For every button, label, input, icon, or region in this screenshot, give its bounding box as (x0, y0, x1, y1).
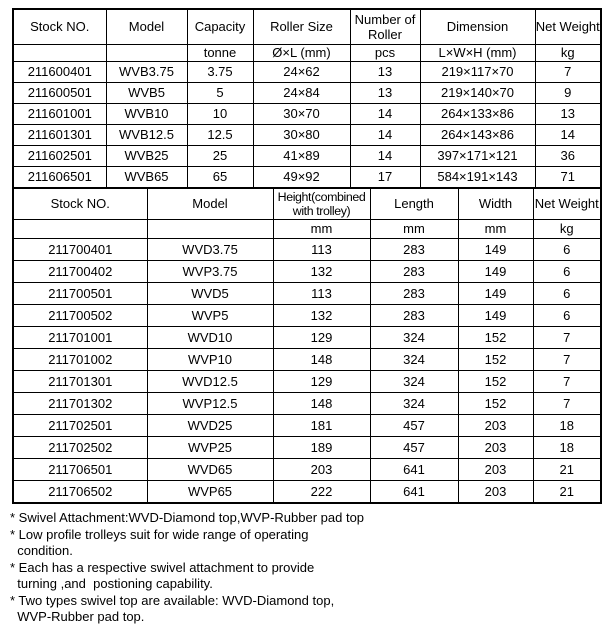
table-cell: 13 (350, 83, 420, 104)
table-cell: 9 (535, 83, 601, 104)
table-row (13, 104, 601, 125)
table-cell: 641 (370, 481, 458, 504)
table-cell: 211702502 (13, 437, 147, 459)
table-cell: WVD65 (147, 459, 273, 481)
trolley-spec-table (12, 187, 602, 504)
table-cell: WVD12.5 (147, 371, 273, 393)
unit-cell-roller-size: Ø×L (mm) (253, 45, 350, 62)
table-cell: 203 (458, 481, 533, 504)
roller-skate-spec-table (12, 8, 602, 189)
table-cell: 211700501 (13, 283, 147, 305)
table-cell: 152 (458, 393, 533, 415)
table-cell: 324 (370, 393, 458, 415)
table-cell: 264×143×86 (420, 125, 535, 146)
table-cell: WVB25 (106, 146, 187, 167)
table-cell: 181 (273, 415, 370, 437)
table-row (13, 146, 601, 167)
table-cell: 65 (187, 167, 253, 189)
table-cell: 132 (273, 305, 370, 327)
table-cell: WVB10 (106, 104, 187, 125)
table-cell: 129 (273, 371, 370, 393)
table-cell: 283 (370, 283, 458, 305)
unit-cell-kg: kg (533, 220, 601, 239)
table-row (13, 415, 601, 437)
table-cell: 211606501 (13, 167, 106, 189)
table-cell: WVP65 (147, 481, 273, 504)
table-cell: 7 (535, 62, 601, 83)
table-cell: 264×133×86 (420, 104, 535, 125)
table-cell: 283 (370, 261, 458, 283)
table-cell: 584×191×143 (420, 167, 535, 189)
unit-cell-mm: mm (273, 220, 370, 239)
table-row (13, 239, 601, 261)
footnote-line: * Two types swivel top are available: WVD-Diamond top, (10, 592, 335, 608)
table-cell: 149 (458, 239, 533, 261)
table-cell: 211706502 (13, 481, 147, 504)
column-header-model: Model (147, 188, 273, 220)
table-cell: WVB5 (106, 83, 187, 104)
table-row (13, 305, 601, 327)
table-cell: WVB3.75 (106, 62, 187, 83)
column-header-length: Length (370, 188, 458, 220)
table-row (13, 261, 601, 283)
table-cell: 203 (458, 437, 533, 459)
table-cell: 211600501 (13, 83, 106, 104)
unit-cell (13, 45, 106, 62)
table-row (13, 283, 601, 305)
table-cell: 219×140×70 (420, 83, 535, 104)
table-cell: 7 (533, 327, 601, 349)
table-cell: 14 (535, 125, 601, 146)
table-cell: 152 (458, 371, 533, 393)
table-cell: 10 (187, 104, 253, 125)
table-cell: 211701002 (13, 349, 147, 371)
table2-header-row (13, 188, 601, 220)
table-cell: 148 (273, 393, 370, 415)
table-cell: 41×89 (253, 146, 350, 167)
table-cell: 324 (370, 349, 458, 371)
table-cell: 219×117×70 (420, 62, 535, 83)
table1-units-row (13, 45, 601, 62)
unit-cell (106, 45, 187, 62)
table-cell: 203 (273, 459, 370, 481)
table-cell: 203 (458, 459, 533, 481)
table-cell: 211701302 (13, 393, 147, 415)
table-cell: 30×80 (253, 125, 350, 146)
table-cell: 7 (533, 349, 601, 371)
table-cell: 149 (458, 261, 533, 283)
table-cell: 457 (370, 415, 458, 437)
table-cell: 222 (273, 481, 370, 504)
table-cell: WVP25 (147, 437, 273, 459)
table-cell: WVD3.75 (147, 239, 273, 261)
table-row (13, 349, 601, 371)
table-row (13, 459, 601, 481)
table-cell: 113 (273, 239, 370, 261)
table-cell: 211700502 (13, 305, 147, 327)
table-cell: 203 (458, 415, 533, 437)
table-cell: 211701301 (13, 371, 147, 393)
table-cell: 6 (533, 239, 601, 261)
table-cell: 25 (187, 146, 253, 167)
footnote-line: * Low profile trolleys suit for wide range of operating (10, 526, 309, 542)
table-row (13, 167, 601, 189)
table-cell: 129 (273, 327, 370, 349)
table-cell: WVP3.75 (147, 261, 273, 283)
column-header-height: Height(combined with trolley) (273, 188, 370, 220)
table-cell: 14 (350, 146, 420, 167)
table-cell: 21 (533, 459, 601, 481)
table-cell: 6 (533, 305, 601, 327)
table-row (13, 371, 601, 393)
table-cell: 211700401 (13, 239, 147, 261)
table-row (13, 437, 601, 459)
table1-header-row (13, 9, 601, 45)
table1-body (13, 62, 601, 189)
table-cell: 211602501 (13, 146, 106, 167)
unit-cell-mm: mm (458, 220, 533, 239)
column-header-dimension: Dimension (420, 9, 535, 45)
table-cell: 5 (187, 83, 253, 104)
table-cell: 152 (458, 349, 533, 371)
footnote-line: * Swivel Attachment:WVD-Diamond top,WVP-Rubber pad top (10, 510, 365, 525)
table-cell: 397×171×121 (420, 146, 535, 167)
table-cell: 189 (273, 437, 370, 459)
table-cell: 211702501 (13, 415, 147, 437)
table-row (13, 481, 601, 504)
table-row (13, 62, 601, 83)
column-header-stock-no: Stock NO. (13, 9, 106, 45)
unit-cell (147, 220, 273, 239)
table-cell: 14 (350, 125, 420, 146)
table-cell: 149 (458, 305, 533, 327)
table-cell: 283 (370, 239, 458, 261)
table-cell: 211701001 (13, 327, 147, 349)
table2-units-row (13, 220, 601, 239)
table-cell: 24×84 (253, 83, 350, 104)
table-cell: 211600401 (13, 62, 106, 83)
table-cell: 457 (370, 437, 458, 459)
table-cell: WVD5 (147, 283, 273, 305)
table-cell: 7 (533, 393, 601, 415)
unit-cell-pcs: pcs (350, 45, 420, 62)
column-header-width: Width (458, 188, 533, 220)
table-cell: 113 (273, 283, 370, 305)
column-header-model: Model (106, 9, 187, 45)
table-cell: 211601001 (13, 104, 106, 125)
table-cell: 152 (458, 327, 533, 349)
table-cell: 324 (370, 371, 458, 393)
footnotes (10, 510, 601, 626)
table-cell: 3.75 (187, 62, 253, 83)
table-cell: WVP10 (147, 349, 273, 371)
table-cell: 13 (535, 104, 601, 125)
table-cell: WVP5 (147, 305, 273, 327)
table-cell: WVB12.5 (106, 125, 187, 146)
table-cell: WVP12.5 (147, 393, 273, 415)
table-cell: 283 (370, 305, 458, 327)
table-cell: 71 (535, 167, 601, 189)
table-row (13, 327, 601, 349)
column-header-net-weight: Net Weight (533, 188, 601, 220)
table-cell: 7 (533, 371, 601, 393)
table-cell: 17 (350, 167, 420, 189)
table-cell: 18 (533, 437, 601, 459)
table-cell: 30×70 (253, 104, 350, 125)
column-header-stock-no: Stock NO. (13, 188, 147, 220)
column-header-capacity: Capacity (187, 9, 253, 45)
table-cell: 14 (350, 104, 420, 125)
unit-cell-mm: mm (370, 220, 458, 239)
unit-cell-tonne: tonne (187, 45, 253, 62)
unit-cell-lwh: L×W×H (mm) (420, 45, 535, 62)
table-cell: WVB65 (106, 167, 187, 189)
table-cell: 49×92 (253, 167, 350, 189)
table-cell: 211706501 (13, 459, 147, 481)
table-cell: WVD25 (147, 415, 273, 437)
unit-cell (13, 220, 147, 239)
table-cell: 6 (533, 283, 601, 305)
table-row (13, 125, 601, 146)
footnote-line: * Each has a respective swivel attachment to provide (10, 559, 315, 575)
table-cell: 149 (458, 283, 533, 305)
footnote-line: condition. (10, 543, 73, 558)
table-cell: 12.5 (187, 125, 253, 146)
footnote-line: turning ,and postioning capability. (10, 576, 213, 591)
table-cell: 13 (350, 62, 420, 83)
column-header-roller-size: Roller Size (253, 9, 350, 45)
unit-cell-kg: kg (535, 45, 601, 62)
table-cell: 324 (370, 327, 458, 349)
table-cell: 18 (533, 415, 601, 437)
table-cell: 641 (370, 459, 458, 481)
table-cell: 132 (273, 261, 370, 283)
column-header-net-weight: Net Weight (535, 9, 601, 45)
table-row (13, 83, 601, 104)
table-cell: 24×62 (253, 62, 350, 83)
footnote-line: WVP-Rubber pad top. (10, 609, 145, 624)
table-cell: WVD10 (147, 327, 273, 349)
table-cell: 21 (533, 481, 601, 504)
table-row (13, 393, 601, 415)
table-cell: 211700402 (13, 261, 147, 283)
column-header-number-of-roller: Number of Roller (350, 9, 420, 45)
table2-body (13, 239, 601, 504)
table-cell: 211601301 (13, 125, 106, 146)
table-cell: 148 (273, 349, 370, 371)
table-cell: 36 (535, 146, 601, 167)
table-cell: 6 (533, 261, 601, 283)
